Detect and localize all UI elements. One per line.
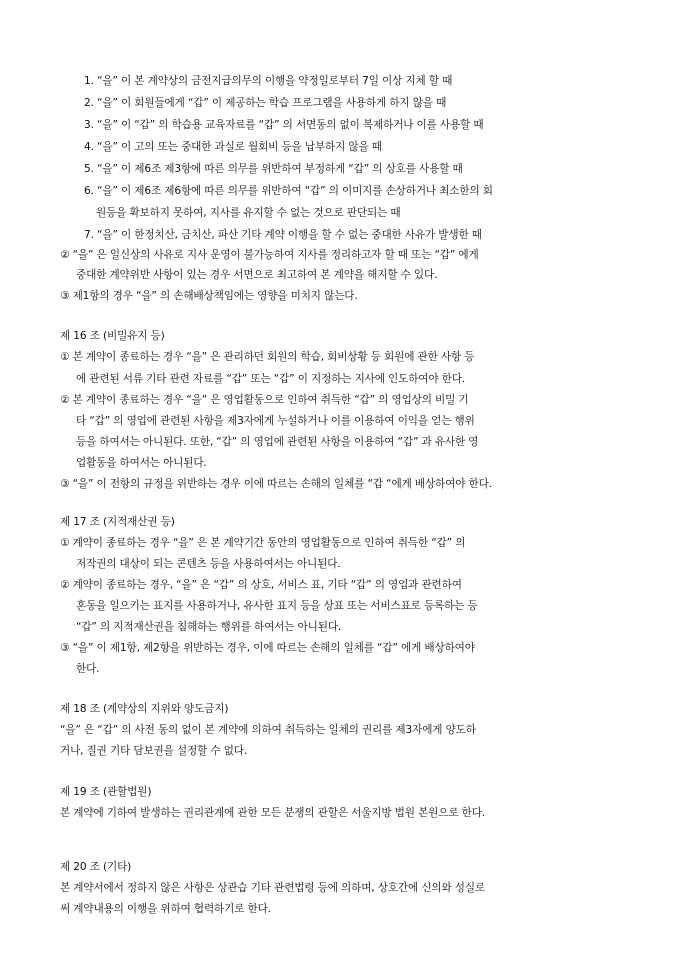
art15-item-4: 4. “을” 이 고의 또는 중대한 과실로 월회비 등을 납부하지 않을 때 [84, 141, 382, 153]
art16-line-1: ① 본 계약이 종료하는 경우 “을” 은 관리하던 회원의 학습, 회비상황 등 회원에 관한 사항 등 [60, 351, 475, 363]
art17-line-6: ③ “을” 이 제1항, 제2항을 위반하는 경우, 이에 따르는 손해의 일체를 “갑” 에게 배상하여야 [60, 642, 475, 654]
art17-line-1: ① 계약이 종료하는 경우 “을” 은 본 계약기간 동안의 영업활동으로 인하여 취득한 “갑” 의 [60, 537, 466, 549]
art20-line-1: 본 계약서에서 정하지 않은 사항은 상관습 기타 관련법령 등에 의하며, 상호간에 신의와 성실로 [60, 882, 485, 894]
art20-heading: 제 20 조 (기타) [60, 861, 132, 873]
art15-item-1: 1. “을” 이 본 계약상의 금전지급의무의 이행을 약정일로부터 7일 이상 지체 할 때 [84, 75, 453, 87]
art15-para-2-cont: 중대한 계약위반 사항이 있는 경우 서면으로 최고하여 본 계약을 해지할 수 있다. [76, 269, 438, 281]
art16-line-4: 타 “갑” 의 영업에 관련된 사항을 제3자에게 누설하거나 이를 이용하여 이익을 얻는 행위 [76, 415, 475, 427]
art16-line-6: 업활동을 하여서는 아니된다. [76, 457, 207, 469]
art16-line-3: ② 본 계약이 종료하는 경우 “을” 은 영업활동으로 인하여 취득한 “갑” 의 영업상의 비밀 기 [60, 394, 469, 406]
art17-line-2: 저작권의 대상이 되는 콘텐츠 등을 사용하여서는 아니된다. [76, 558, 341, 570]
art17-line-4: 혼동을 일으키는 표지를 사용하거나, 유사한 표지 등을 상표 또는 서비스표로 등록하는 등 [76, 600, 478, 612]
art20-line-2: 써 계약내용의 이행을 위하여 협력하기로 한다. [60, 903, 271, 915]
art19-line-1: 본 계약에 기하여 발생하는 권리관계에 관한 모든 분쟁의 관할은 서울지방 법원 본원으로 한다. [60, 807, 485, 819]
art18-line-2: 거나, 질권 기타 담보권을 설정할 수 없다. [60, 745, 248, 757]
art17-heading: 제 17 조 (지적재산권 등) [60, 516, 175, 528]
art15-item-6-cont: 원등을 확보하지 못하여, 지사를 유지할 수 없는 것으로 판단되는 때 [96, 207, 401, 219]
art19-heading: 제 19 조 (관할법원) [60, 786, 152, 798]
art16-line-2: 에 관련된 서류 기타 관련 자료를 “갑” 또는 “갑” 이 지정하는 지사에 인도하여야 한다. [76, 373, 466, 385]
art17-line-7: 한다. [76, 663, 100, 675]
art17-line-5: “갑” 의 지적재산권을 침해하는 행위를 하여서는 아니된다. [76, 621, 342, 633]
art15-item-6: 6. “을” 이 제6조 제6항에 따른 의무를 위반하여 “갑” 의 이미지를 손상하거나 최소한의 회 [84, 185, 493, 197]
art18-line-1: “을” 은 “갑” 의 사전 동의 없이 본 계약에 의하여 취득하는 일체의 권리를 제3자에게 양도하 [60, 724, 476, 736]
art15-item-2: 2. “을” 이 회원들에게 “갑” 이 제공하는 학습 프로그램을 사용하게 하지 않을 때 [84, 97, 447, 109]
art16-line-5: 등을 하여서는 아니된다. 또한, “갑” 의 영업에 관련된 사항을 이용하여 “갑” 과 유사한 영 [76, 436, 479, 448]
art15-para-2: ② “을” 은 일신상의 사유로 지사 운영이 불가능하여 지사를 정리하고자 할 때 또는 “갑” 에게 [60, 249, 479, 261]
art17-line-3: ② 계약이 종료하는 경우, “을” 은 “갑” 의 상호, 서비스 표, 기타 “갑” 의 영업과 관련하여 [60, 579, 462, 591]
art15-item-3: 3. “을” 이 “갑” 의 학습용 교육자료를 “갑” 의 서면동의 없이 복제하거나 이를 사용할 때 [84, 119, 484, 131]
art15-item-7: 7. “을” 이 한정치산, 금치산, 파산 기타 계약 이행을 할 수 없는 중대한 사유가 발생한 때 [84, 229, 482, 241]
art15-para-3: ③ 제1항의 경우 “을” 의 손해배상책임에는 영향을 미치지 않는다. [60, 290, 358, 302]
art16-heading: 제 16 조 (비밀유지 등) [60, 330, 165, 342]
art16-line-7: ③ “을” 이 전항의 규정을 위반하는 경우 이에 따르는 손해의 일체를 “갑 “에게 배상하여야 한다. [60, 478, 492, 490]
art18-heading: 제 18 조 (계약상의 지위와 양도금지) [60, 703, 229, 715]
art15-item-5: 5. “을” 이 제6조 제3항에 따른 의무를 위반하여 부정하게 “갑” 의 상호를 사용할 때 [84, 163, 463, 175]
